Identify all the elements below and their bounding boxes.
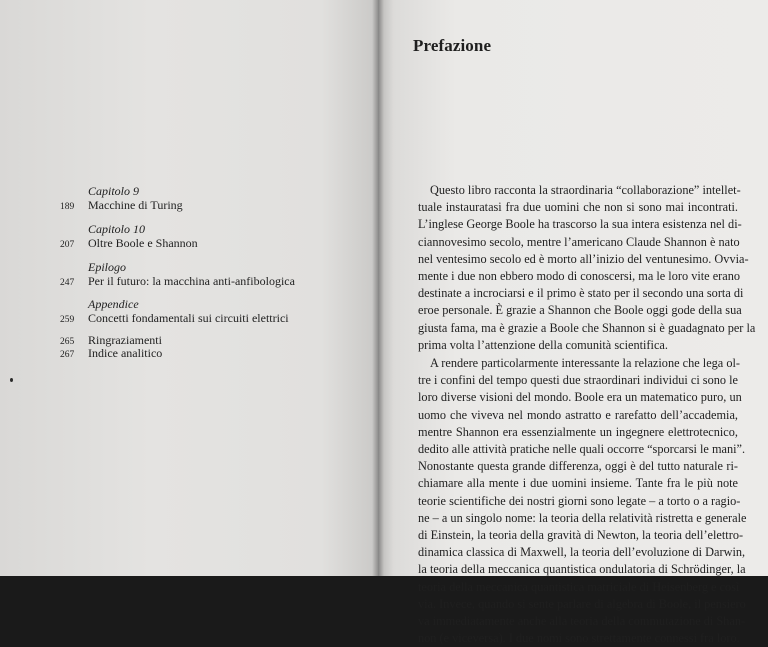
preface-paragraph-2: [418, 355, 747, 647]
toc-title: Oltre Boole e Shannon: [88, 236, 198, 250]
toc-page-number: 207: [60, 240, 75, 250]
text-line: non (e viceversa). I due nomi sono strettamente connessi fra loro.: [418, 631, 740, 646]
text-line: L’inglese George Boole ha trascorso la sua intera esistenza nel di-: [418, 217, 742, 232]
text-line: eroe personale. È grazie a Shannon che Boole oggi gode della sua: [418, 303, 742, 318]
toc-title: Indice analitico: [88, 346, 163, 360]
text-line: Nonostante questa grande differenza, oggi è del tutto naturale ri-: [418, 459, 738, 474]
toc-entry: [60, 297, 360, 328]
toc-title: Per il futuro: la macchina anti-anfibologica: [88, 274, 295, 288]
text-line: chiamare alla mente i due uomini insieme. Tante fra le più note: [418, 476, 738, 491]
page-title: Prefazione: [413, 36, 492, 55]
text-line: destinate a incrociarsi e il primo è stato per il secondo una sorta di: [418, 286, 744, 301]
toc-page-number: 267: [60, 350, 75, 360]
toc-entry: [60, 346, 360, 363]
toc-page-number: 189: [60, 202, 75, 212]
text-line: ciannovesimo secolo, mentre l’americano Claude Shannon è nato: [418, 234, 740, 249]
book-gutter: [372, 0, 384, 576]
text-line: di Einstein, la teoria della gravità di Newton, la teoria dell’elettro-: [418, 528, 744, 543]
text-line: teorie scientifiche dei nostri giorni sono legate – a torto o a ragio-: [418, 493, 741, 508]
preface-paragraph-1: [418, 182, 756, 354]
toc-heading: Appendice: [88, 297, 139, 311]
text-line: nel ventesimo secolo ed è morto all’inizio del ventunesimo. Ovvia-: [418, 251, 749, 266]
toc-entry: [60, 260, 360, 291]
text-line: mente i due non ebbero modo di conoscersi, ma le loro vite erano: [418, 269, 741, 284]
toc-title: Concetti fondamentali sui circuiti elettrici: [88, 311, 289, 325]
left-page: [0, 0, 378, 576]
toc-title: Ringraziamenti: [88, 333, 162, 347]
text-line: via. Invece, quando si sente parlare di algebra di Boole, il pensiero: [418, 596, 746, 611]
text-line: giusta fama, ma è grazie a Boole che Shannon si è guadagnato per la: [418, 320, 756, 335]
text-line: tre i confini del tempo questi due straordinari individui ci sono le: [418, 373, 738, 388]
toc-heading: Capitolo 10: [88, 222, 146, 236]
text-line: mentre Shannon era essenzialmente un ingegnere elettrotecnico,: [418, 424, 738, 439]
toc-entry: [60, 222, 360, 253]
text-line: teoria della meccanica quantistica matriciale di Heisenberg e così: [418, 579, 740, 594]
text-line: la teoria della meccanica quantistica ondulatoria di Schrödinger, la: [418, 562, 746, 577]
text-line: dinamica classica di Maxwell, la teoria dell’evoluzione di Darwin,: [418, 545, 746, 560]
toc-page-number: 259: [60, 315, 75, 325]
text-line: Questo libro racconta la straordinaria “collaborazione” intellet-: [430, 183, 741, 197]
toc-entry: [60, 184, 360, 215]
text-line: uomo che viveva nel mondo astratto e rarefatto dell’accademia,: [418, 407, 738, 422]
toc-page-number: 247: [60, 278, 75, 288]
toc-page-number: 265: [60, 337, 75, 347]
text-line: va immediatamente anche alla teoria della commutazione di Shan-: [418, 614, 746, 629]
toc-heading: Epilogo: [88, 260, 126, 274]
text-line: prima volta l’attenzione della comunità scientifica.: [418, 337, 668, 352]
toc-heading: Capitolo 9: [88, 184, 140, 198]
text-line: ne – a un singolo nome: la teoria della relatività ristretta e generale: [418, 510, 747, 525]
page-speck: [10, 378, 13, 382]
text-line: loro diverse visioni del mondo. Boole era un matematico puro, un: [418, 390, 742, 405]
toc-title: Macchine di Turing: [88, 198, 183, 212]
text-line: A rendere particolarmente interessante la relazione che lega ol-: [430, 356, 740, 370]
text-line: tuale instauratasi fra due uomini che non si sono mai incontrati.: [418, 200, 738, 215]
text-line: dedito alle attività pratiche nelle quali occorre “sporcarsi le mani”.: [418, 442, 746, 457]
